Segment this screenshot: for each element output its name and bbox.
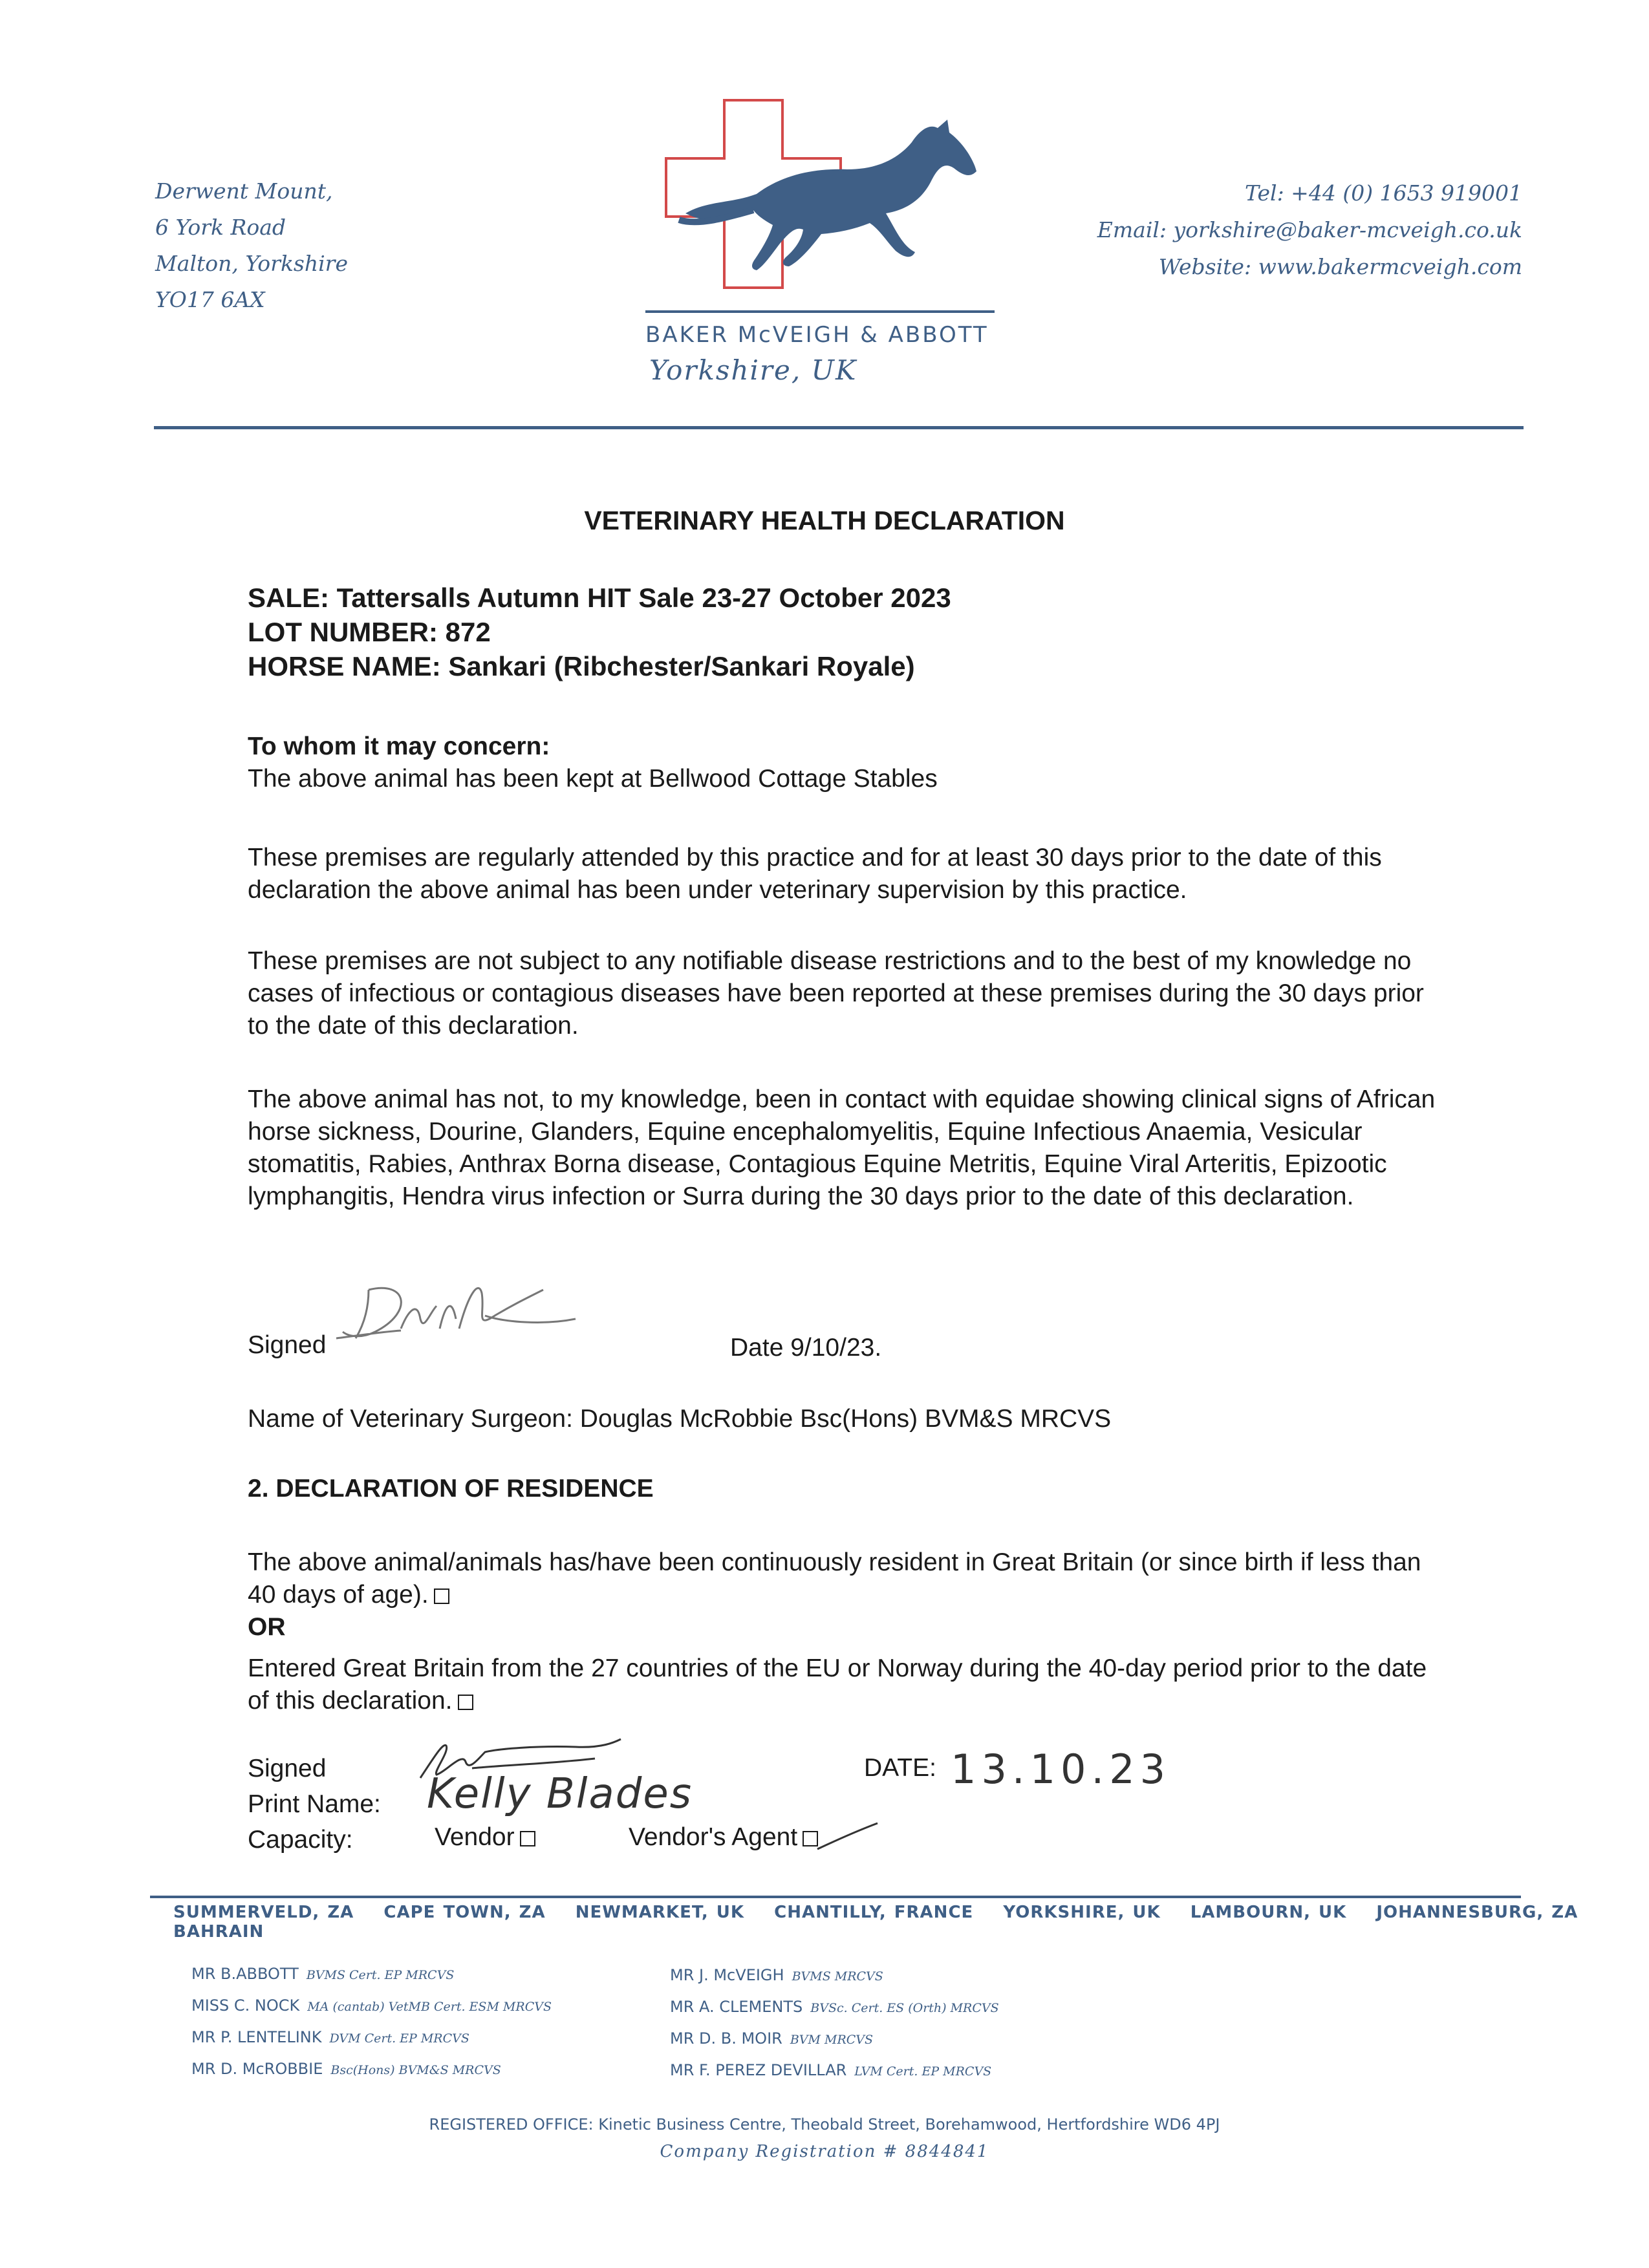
signed-label: Signed xyxy=(248,1331,327,1359)
vet-signature xyxy=(330,1267,588,1351)
staff-quals: LVM Cert. EP MRCVS xyxy=(854,2064,992,2079)
practice-contact xyxy=(1097,175,1522,285)
staff-member xyxy=(191,2054,552,2086)
office-location: NEWMARKET, UK xyxy=(575,1903,745,1922)
staff-member xyxy=(670,2024,999,2055)
office-location: CHANTILLY, FRANCE xyxy=(774,1903,974,1922)
firm-name: BAKER McVEIGH & ABBOTT xyxy=(645,322,989,348)
salutation-block xyxy=(248,731,1431,795)
company-registration: Company Registration # 8844841 xyxy=(660,2142,989,2161)
staff-list-right xyxy=(670,1960,999,2087)
staff-member xyxy=(670,2055,999,2087)
residence-option-1-text: The above animal/animals has/have been continuously resident in Great Britain (or since birth if less than 40 days of age). xyxy=(248,1548,1421,1609)
checkmark-icon xyxy=(816,1818,881,1857)
staff-quals: BVMS MRCVS xyxy=(792,1969,883,1984)
vendor-label: Vendor xyxy=(435,1823,515,1851)
supervision-paragraph: These premises are regularly attended by this practice and for at least 30 days prior to the date of this declaration the above animal has been under veterinary supervision by this practice. xyxy=(248,844,1382,904)
staff-name: MR F. PEREZ DEVILLAR xyxy=(670,2061,847,2079)
staff-name: MR P. LENTELINK xyxy=(191,2028,322,2046)
header-divider xyxy=(154,426,1524,429)
footer-divider xyxy=(150,1896,1521,1898)
firm-region: Yorkshire, UK xyxy=(649,354,857,386)
vet-name: Name of Veterinary Surgeon: Douglas McRobbie Bsc(Hons) BVM&S MRCVS xyxy=(248,1405,1112,1433)
office-locations xyxy=(173,1903,1649,1942)
address-line: Derwent Mount, xyxy=(155,178,333,204)
staff-member xyxy=(191,1959,552,1991)
registered-office: REGISTERED OFFICE: Kinetic Business Centre, Theobald Street, Borehamwood, Hertfordshire WD6 4PJ xyxy=(429,2115,1220,2134)
office-location: BAHRAIN xyxy=(173,1922,264,1942)
staff-name: MR B.ABBOTT xyxy=(191,1965,299,1983)
office-location: YORKSHIRE, UK xyxy=(1003,1903,1161,1922)
signature-labels xyxy=(248,1751,416,1857)
staff-list-left xyxy=(191,1959,552,2086)
contact-paragraph: The above animal has not, to my knowledge, been in contact with equidae showing clinical signs of African horse sickness, Dourine, Glanders, Equine encephalomyelitis, Equine Infectious Anaemia, Vesicular stomatitis, Rabies, Anthrax Borna disease, Contagious Equine Metritis, Equine Viral Arteritis, Epizootic lymphangitis, Hendra virus infection or Surra during the 30 days prior to the date of this declaration. xyxy=(248,1086,1436,1210)
practice-address xyxy=(155,173,348,318)
address-line: Malton, Yorkshire xyxy=(155,251,348,276)
staff-quals: BVMS Cert. EP MRCVS xyxy=(306,1968,455,1982)
capacity-label: Capacity: xyxy=(248,1826,353,1854)
residence-option-1-checkbox[interactable] xyxy=(434,1589,449,1604)
staff-name: MR D. McROBBIE xyxy=(191,2060,323,2078)
date-label: DATE: xyxy=(864,1754,936,1782)
phone-number: Tel: +44 (0) 1653 919001 xyxy=(1245,180,1522,206)
sale-line: SALE: Tattersalls Autumn HIT Sale 23-27 October 2023 xyxy=(248,583,951,613)
staff-name: MR D. B. MOIR xyxy=(670,2029,782,2048)
section2-title: 2. DECLARATION OF RESIDENCE xyxy=(248,1475,654,1503)
staff-member xyxy=(191,1991,552,2022)
office-location: SUMMERVELD, ZA xyxy=(173,1903,354,1922)
office-location: CAPE TOWN, ZA xyxy=(383,1903,546,1922)
staff-member xyxy=(670,1992,999,2024)
staff-name: MR A. CLEMENTS xyxy=(670,1998,803,2016)
print-name-label: Print Name: xyxy=(248,1790,381,1818)
staff-quals: BVSc. Cert. ES (Orth) MRCVS xyxy=(810,2001,999,2015)
staff-member xyxy=(670,1960,999,1992)
kept-at-statement: The above animal has been kept at Bellwood Cottage Stables xyxy=(248,765,938,793)
lot-line: LOT NUMBER: 872 xyxy=(248,617,491,647)
staff-quals: DVM Cert. EP MRCVS xyxy=(329,2031,469,2046)
office-location: LAMBOURN, UK xyxy=(1190,1903,1347,1922)
residence-option-2-text: Entered Great Britain from the 27 countries of the EU or Norway during the 40-day period prior to the date of this declaration. xyxy=(248,1654,1427,1715)
staff-name: MR J. McVEIGH xyxy=(670,1966,784,1984)
staff-member xyxy=(191,2022,552,2054)
address-line: YO17 6AX xyxy=(155,287,265,312)
signed-label-2: Signed xyxy=(248,1755,327,1782)
staff-name: MISS C. NOCK xyxy=(191,1996,300,2015)
vendors-agent-option xyxy=(629,1821,952,1854)
residence-option-1 xyxy=(248,1546,1431,1611)
office-location: JOHANNESBURG, ZA xyxy=(1376,1903,1579,1922)
vendors-agent-label: Vendor's Agent xyxy=(629,1823,798,1851)
logo-underline xyxy=(645,310,995,313)
cross-and-galloping-horse-logo xyxy=(660,97,996,291)
salutation: To whom it may concern: xyxy=(248,733,550,760)
galloping-horse-icon xyxy=(685,120,976,270)
horse-line: HORSE NAME: Sankari (Ribchester/Sankari Royale) xyxy=(248,651,915,681)
staff-quals: BVM MRCVS xyxy=(790,2033,874,2047)
vet-signature-date: Date 9/10/23. xyxy=(730,1334,882,1362)
email-address: Email: yorkshire@baker-mcveigh.co.uk xyxy=(1097,217,1522,242)
print-name-handwritten: Kelly Blades xyxy=(427,1770,693,1818)
staff-quals: Bsc(Hons) BVM&S MRCVS xyxy=(330,2063,501,2077)
or-label: OR xyxy=(248,1613,286,1641)
residence-option-2-checkbox[interactable] xyxy=(458,1695,473,1710)
date-handwritten: 13.10.23 xyxy=(951,1746,1171,1793)
disease-restrictions-paragraph: These premises are not subject to any notifiable disease restrictions and to the best of my knowledge no cases of infectious or contagious diseases have been reported at these premises during the 30 days prior to the date of this declaration. xyxy=(248,947,1424,1040)
sale-details xyxy=(248,581,951,683)
website-address: Website: www.bakermcveigh.com xyxy=(1158,254,1522,279)
document-title: VETERINARY HEALTH DECLARATION xyxy=(584,506,1065,535)
residence-option-2 xyxy=(248,1653,1431,1717)
vendor-checkbox[interactable] xyxy=(520,1831,535,1846)
staff-quals: MA (cantab) VetMB Cert. ESM MRCVS xyxy=(307,2000,552,2014)
vendor-option xyxy=(435,1821,629,1854)
address-line: 6 York Road xyxy=(155,215,286,240)
